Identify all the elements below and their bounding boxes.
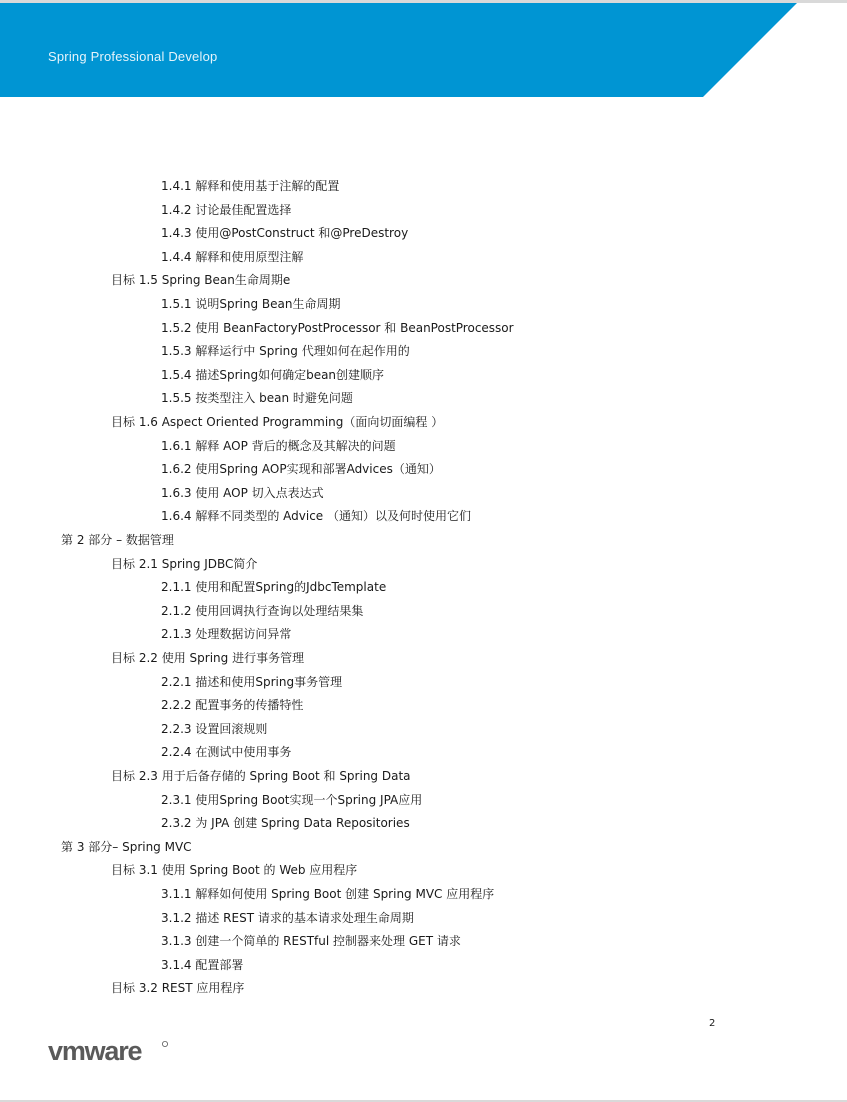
toc-subsection: 2.3.2 为 JPA 创建 Spring Data Repositories [161, 816, 410, 830]
toc-subsection: 1.5.2 使用 BeanFactoryPostProcessor 和 BeanPostProcessor [161, 321, 514, 335]
vmware-logo [48, 1036, 172, 1066]
toc-subsection: 2.1.2 使用回调执行查询以处理结果集 [161, 604, 364, 618]
toc-subsection: 2.2.3 设置回滚规则 [161, 722, 268, 736]
toc-subsection: 3.1.1 解释如何使用 Spring Boot 创建 Spring MVC 应用程序 [161, 887, 495, 901]
toc-part: 第 3 部分– Spring MVC [61, 840, 192, 854]
toc-subsection: 1.4.3 使用@PostConstruct 和@PreDestroy [161, 226, 409, 240]
toc-objective: 目标 2.2 使用 Spring 进行事务管理 [111, 651, 305, 665]
header-title: Spring Professional Develop [48, 49, 218, 64]
toc-subsection: 1.4.2 讨论最佳配置选择 [161, 203, 292, 217]
toc-subsection: 3.1.2 描述 REST 请求的基本请求处理生命周期 [161, 911, 414, 925]
toc-objective: 目标 2.3 用于后备存储的 Spring Boot 和 Spring Data [111, 769, 411, 783]
toc-subsection: 2.3.1 使用Spring Boot实现一个Spring JPA应用 [161, 793, 423, 807]
toc-subsection: 1.4.4 解释和使用原型注解 [161, 250, 304, 264]
toc-subsection: 3.1.4 配置部署 [161, 958, 244, 972]
page-number: 2 [709, 1018, 716, 1029]
toc-subsection: 1.5.3 解释运行中 Spring 代理如何在起作用的 [161, 344, 410, 358]
toc-subsection: 1.6.3 使用 AOP 切入点表达式 [161, 486, 324, 500]
toc-subsection: 1.6.4 解释不同类型的 Advice （通知）以及何时使用它们 [161, 509, 472, 523]
toc-subsection: 3.1.3 创建一个简单的 RESTful 控制器来处理 GET 请求 [161, 934, 461, 948]
toc-objective: 目标 3.1 使用 Spring Boot 的 Web 应用程序 [111, 863, 358, 877]
toc-subsection: 1.4.1 解释和使用基于注解的配置 [161, 179, 340, 193]
toc-subsection: 2.2.1 描述和使用Spring事务管理 [161, 675, 343, 689]
toc-subsection: 2.1.3 处理数据访问异常 [161, 627, 292, 641]
toc-subsection: 1.5.5 按类型注入 bean 时避免问题 [161, 391, 353, 405]
toc-objective: 目标 2.1 Spring JDBC简介 [111, 557, 258, 571]
toc-objective: 目标 1.6 Aspect Oriented Programming（面向切面编程 ） [111, 415, 444, 429]
vmware-logo-icon [48, 1036, 172, 1066]
toc-subsection: 1.5.1 说明Spring Bean生命周期 [161, 297, 341, 311]
header-banner [0, 3, 847, 97]
toc-subsection: 1.6.2 使用Spring AOP实现和部署Advices（通知） [161, 462, 441, 476]
svg-text:vmware: vmware [48, 1036, 142, 1066]
toc-objective: 目标 1.5 Spring Bean生命周期e [111, 273, 291, 287]
toc-subsection: 1.6.1 解释 AOP 背后的概念及其解决的问题 [161, 439, 396, 453]
toc-subsection: 2.1.1 使用和配置Spring的JdbcTemplate [161, 580, 387, 594]
toc-subsection: 1.5.4 描述Spring如何确定bean创建顺序 [161, 368, 385, 382]
toc-part: 第 2 部分 – 数据管理 [61, 533, 174, 547]
toc-subsection: 2.2.2 配置事务的传播特性 [161, 698, 304, 712]
toc-objective: 目标 3.2 REST 应用程序 [111, 981, 245, 995]
toc-subsection: 2.2.4 在测试中使用事务 [161, 745, 292, 759]
